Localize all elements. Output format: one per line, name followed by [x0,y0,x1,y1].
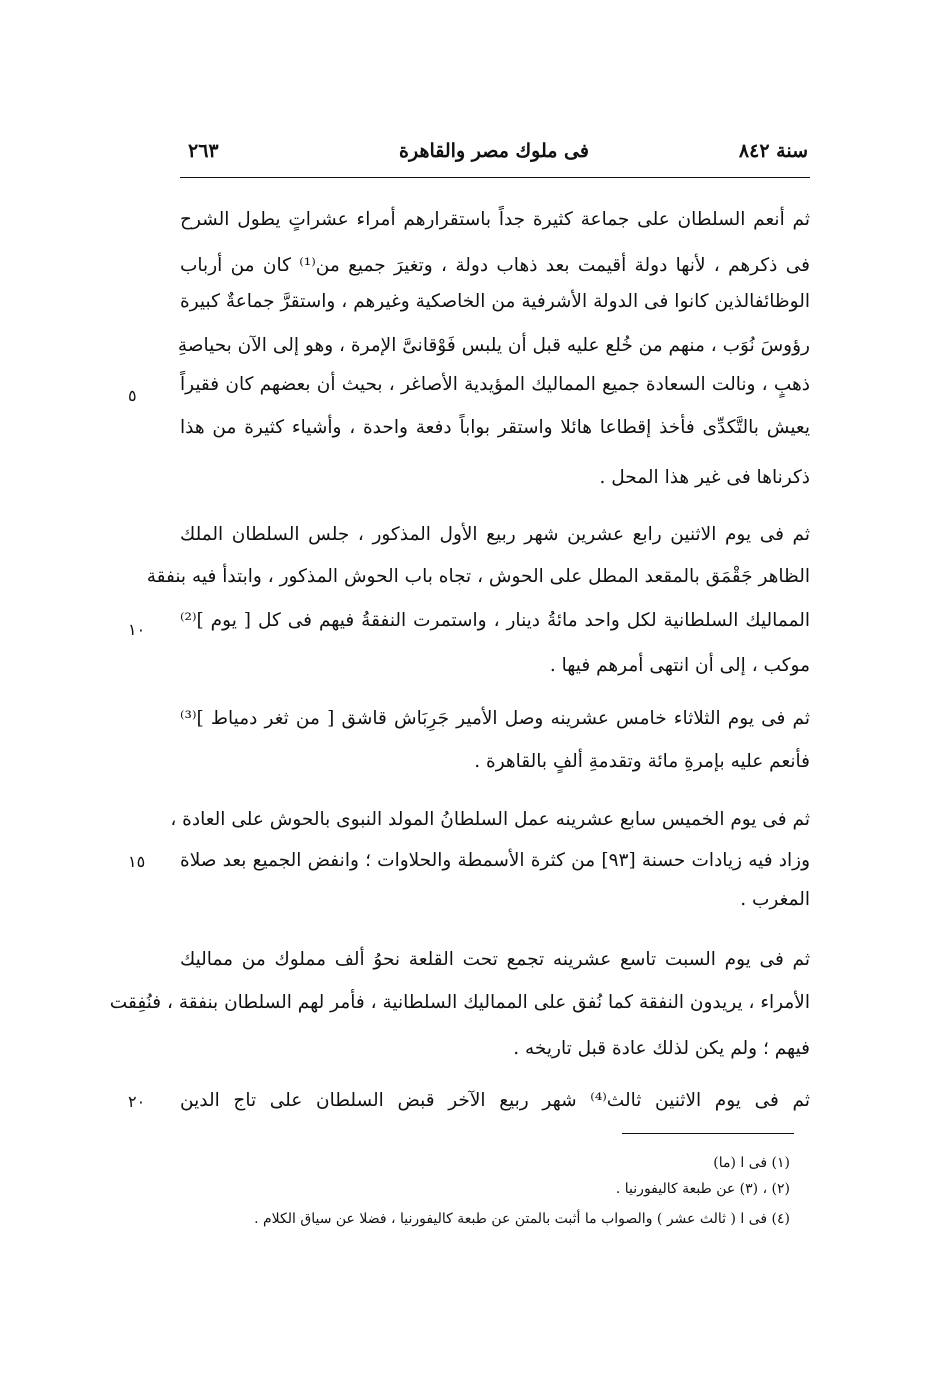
text-line: فيهم ؛ ولم يكن لذلك عادة قبل تاريخه . [513,1038,810,1059]
text-line: ثم فى يوم الاثنين رابع عشرين شهر ربيع الأول المذكور ، جلس السلطان الملك [180,524,810,545]
line-number: ٥ [128,386,137,405]
text-line: ثم أنعم السلطان على جماعة كثيرة جداً باستقرارهم أمراء عشراتٍ يطول الشرح [180,209,810,230]
text-line: ثم فى يوم الاثنين ثالث⁽⁴⁾ شهر ربيع الآخر قبض السلطان على تاج الدين [180,1090,810,1111]
text-line: ذهبٍ ، ونالت السعادة جميع المماليك المؤيدية الأصاغر ، بحيث أن بعضهم كان فقيراً [180,374,810,395]
text-line: يعيش بالتَّكدِّى فأخذ إقطاعا هائلا واستقر بواباً دفعة واحدة ، وأشياء كثيرة من هذا [180,417,810,438]
text-line: وزاد فيه زيادات حسنة [٩٣] من كثرة الأسمطة والحلاوات ؛ وانفض الجميع بعد صلاة [180,850,810,871]
line-number: ١٥ [128,852,146,871]
text-line: ثم فى يوم السبت تاسع عشرينه تجمع تحت القلعة نحوُ ألف مملوك من مماليك [180,949,810,970]
running-header [180,138,808,172]
text-line: المماليك السلطانية لكل واحد مائةُ دينار ، واستمرت النفقةُ فيهم فى كل [ يوم ]⁽²⁾ [180,610,810,631]
text-line: ثم فى يوم الخميس سابع عشرينه عمل السلطانُ المولد النبوى بالحوش على العادة ، [170,809,810,830]
text-line: الأمراء ، يريدون النفقة كما نُفق على المماليك السلطانية ، فأمر لهم السلطان بنفقة ، فنُفِقت [109,992,810,1013]
header-title: فى ملوك مصر والقاهرة [399,140,589,162]
text-line: المغرب . [740,889,810,910]
text-line: فى ذكرهم ، لأنها دولة أقيمت بعد ذهاب دولة ، وتغيرَ جميع من⁽¹⁾ كان من أرباب [180,255,810,276]
header-year: سنة ٨٤٢ [738,140,808,162]
footnote: (٤) فى ا ( ثالث عشر ) والصواب ما أثبت بالمتن عن طبعة كاليفورنيا ، فضلا عن سياق الكلام . [254,1211,790,1227]
text-line: رؤوسَ نُوَب ، منهم من خُلع عليه قبل أن يلبس فَوْقانىَّ الإمرة ، وهو إلى الآن بحياصةِ [177,335,810,356]
header-rule [180,177,810,178]
footnote: (٢) ، (٣) عن طبعة كاليفورنيا . [615,1181,790,1197]
footnote: (١) فى ا (ما) [713,1155,790,1171]
text-line: فأنعم عليه بإمرةِ مائة وتقدمةِ ألفٍ بالقاهرة . [474,751,810,772]
text-line: ثم فى يوم الثلاثاء خامس عشرينه وصل الأمير جَرِبَاش قاشق [ من ثغر دمياط ]⁽³⁾ [180,708,810,729]
page-number: ٢٦٣ [188,140,219,162]
text-line: ذكرناها فى غير هذا المحل . [599,467,810,488]
line-number: ١٠ [128,620,146,639]
text-line: الظاهر جَقْمَق بالمقعد المطل على الحوش ، تجاه باب الحوش المذكور ، وابتدأ فيه بنفقة [146,566,810,587]
text-line: موكب ، إلى أن انتهى أمرهم فيها . [549,655,810,676]
line-number: ٢٠ [128,1092,146,1111]
text-line: الوظائفالذين كانوا فى الدولة الأشرفية من الخاصكية وغيرهم ، واستقرَّ جماعةٌ كبيرة [180,291,810,312]
footnote-rule [622,1133,794,1134]
